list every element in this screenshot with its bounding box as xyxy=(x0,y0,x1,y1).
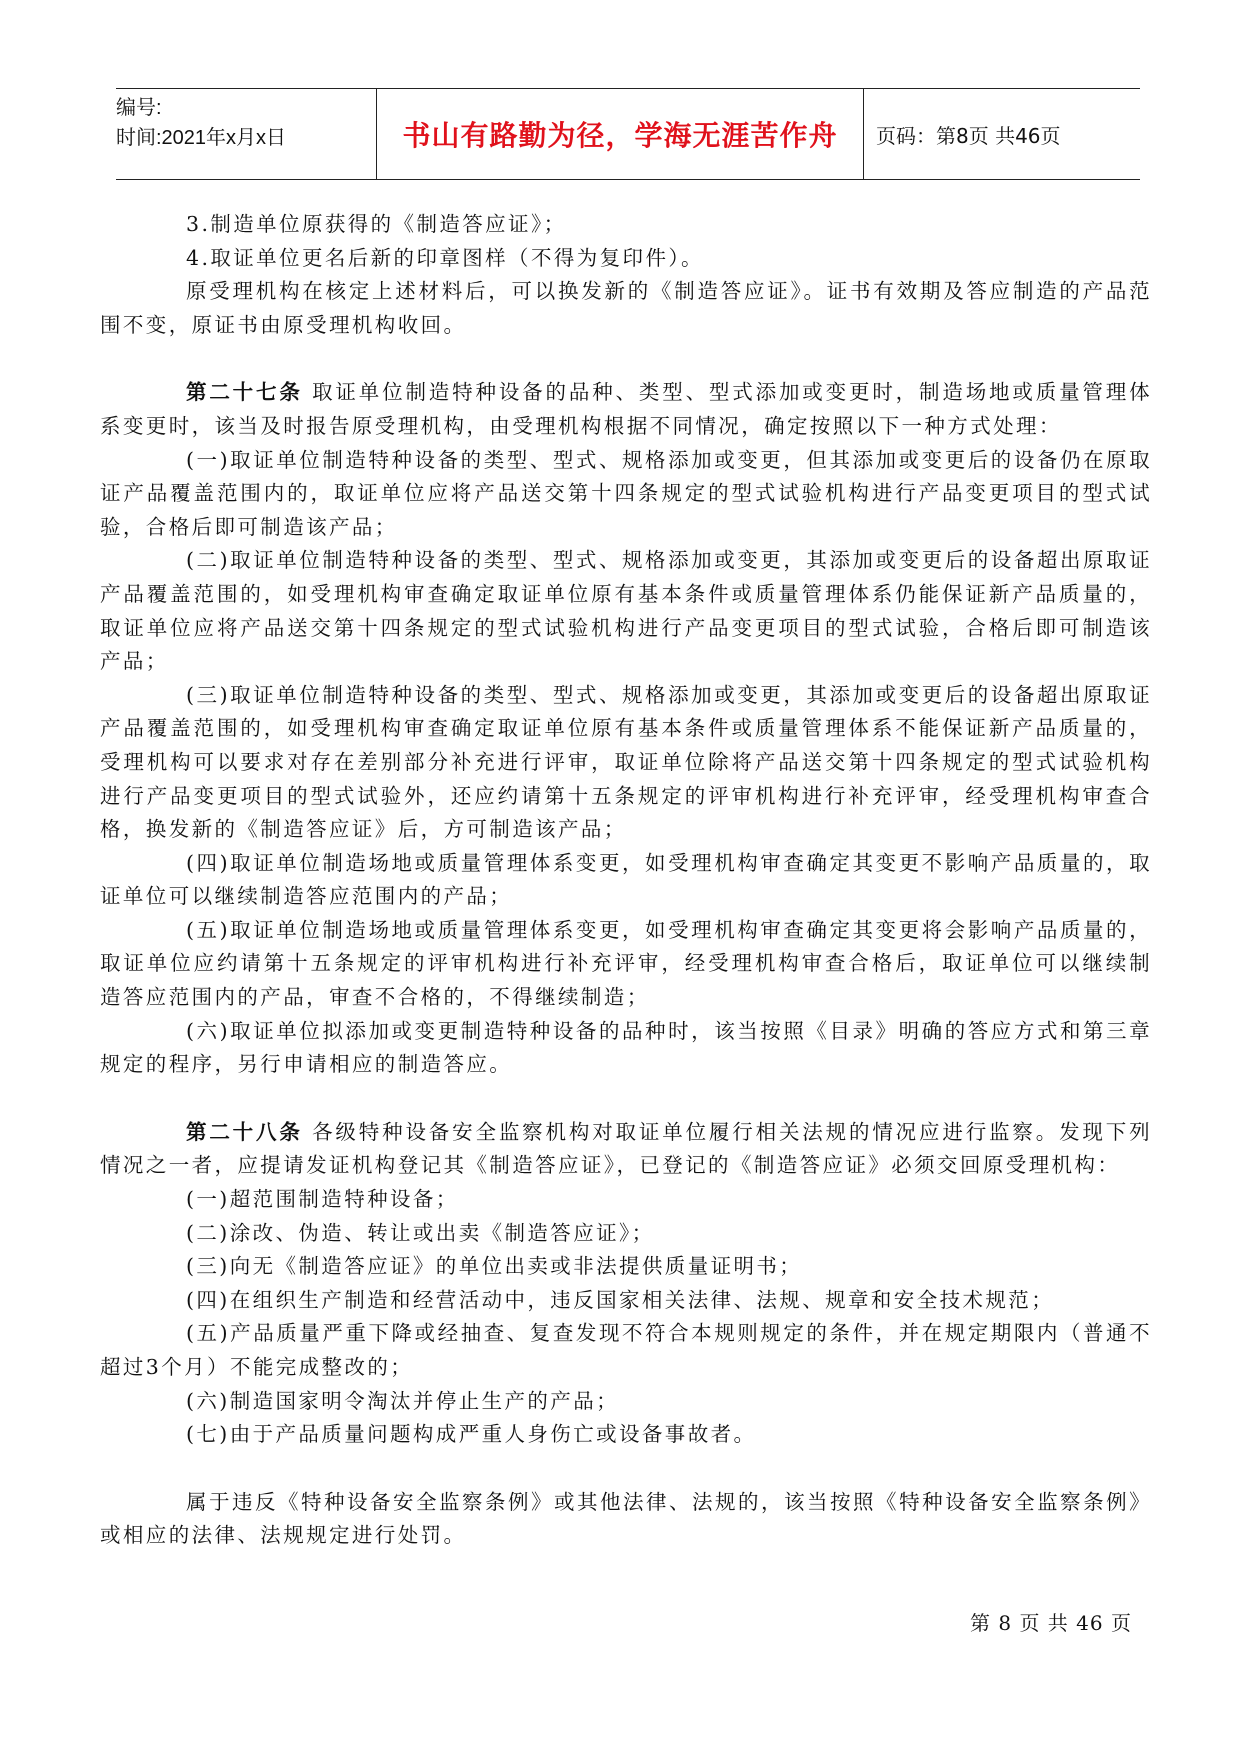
header-motto: 书山有路勤为径，学海无涯苦作舟 xyxy=(376,89,864,179)
paragraph: 4.取证单位更名后新的印章图样（不得为复印件）。 xyxy=(186,245,704,270)
article-28 xyxy=(100,1116,1152,1183)
article-28-item-3: (三)向无《制造答应证》的单位出卖或非法提供质量证明书； xyxy=(186,1254,803,1279)
header-page-number: 页码：第8页 共46页 xyxy=(876,123,1061,148)
article-27-item-1: (一)取证单位制造特种设备的类型、型式、规格添加或变更，但其添加或变更后的设备仍在原取证产品覆盖范围内的，取证单位应将产品送交第十四条规定的型式试验机构进行产品变更项目的型式试验，合格后即可制造该产品； xyxy=(100,447,1152,539)
document-time-label: 时间:2021年x月x日 xyxy=(116,127,287,149)
page-footer: 第 8 页 共 46 页 xyxy=(970,1611,1132,1635)
article-28-item-7: (七)由于产品质量问题构成严重人身伤亡或设备事故者。 xyxy=(186,1422,757,1447)
closing-paragraph: 属于违反《特种设备安全监察条例》或其他法律、法规的，该当按照《特种设备安全监察条例》或相应的法律、法规规定进行处罚。 xyxy=(100,1489,1152,1548)
article-27-item-2: (二)取证单位制造特种设备的类型、型式、规格添加或变更，其添加或变更后的设备超出原取证产品覆盖范围的，如受理机构审查确定取证单位原有基本条件或质量管理体系仍能保证新产品质量的，取证单位应将产品送交第十四条规定的型式试验机构进行产品变更项目的型式试验，合格后即可制造该产品； xyxy=(100,548,1152,674)
article-28-item-4: (四)在组织生产制造和经营活动中，违反国家相关法律、法规、规章和安全技术规范； xyxy=(186,1287,1055,1312)
header-meta xyxy=(116,89,376,179)
article-28-item-2: (二)涂改、伪造、转让或出卖《制造答应证》； xyxy=(186,1220,655,1245)
paragraph: 原受理机构在核定上述材料后，可以换发新的《制造答应证》。证书有效期及答应制造的产品范围不变，原证书由原受理机构收回。 xyxy=(100,279,1152,337)
article-27-item-3: (三)取证单位制造特种设备的类型、型式、规格添加或变更，其添加或变更后的设备超出原取证产品覆盖范围的，如受理机构审查确定取证单位原有基本条件或质量管理体系不能保证新产品质量的，受理机构可以要求对存在差别部分补充进行评审，取证单位除将产品送交第十四条规定的型式试验机构进行产品变更项目的型式试验外，还应约请第十五条规定的评审机构进行补充评审，经受理机构审查合格，换发新的《制造答应证》后，方可制造该产品； xyxy=(100,682,1152,842)
document-number-label: 编号: xyxy=(116,97,162,119)
article-28-title: 第二十八条 xyxy=(186,1119,303,1144)
article-28-item-5: (五)产品质量严重下降或经抽查、复查发现不符合本规则规定的条件，并在规定期限内（普通不超过3个月）不能完成整改的； xyxy=(100,1321,1152,1379)
article-27-item-5: (五)取证单位制造场地或质量管理体系变更，如受理机构审查确定其变更将会影响产品质量的，取证单位应约请第十五条规定的评审机构进行补充评审，经受理机构审查合格后，取证单位可以继续制造答应范围内的产品，审查不合格的，不得继续制造； xyxy=(100,917,1152,1010)
article-28-item-1: (一)超范围制造特种设备； xyxy=(186,1187,459,1212)
article-28-item-6: (六)制造国家明令淘汰并停止生产的产品； xyxy=(186,1388,619,1413)
article-27-item-6: (六)取证单位拟添加或变更制造特种设备的品种时，该当按照《目录》明确的答应方式和第三章规定的程序，另行申请相应的制造答应。 xyxy=(100,1018,1152,1077)
paragraph: 3.制造单位原获得的《制造答应证》； xyxy=(186,212,567,236)
document-body xyxy=(100,208,1152,1553)
article-28-text: 各级特种设备安全监察机构对取证单位履行相关法规的情况应进行监察。发现下列情况之一者，应提请发证机构登记其《制造答应证》，已登记的《制造答应证》必须交回原受理机构： xyxy=(100,1119,1153,1178)
article-27-item-4: (四)取证单位制造场地或质量管理体系变更，如受理机构审查确定其变更不影响产品质量的，取证单位可以继续制造答应范围内的产品； xyxy=(100,850,1152,909)
article-27 xyxy=(100,376,1152,443)
article-27-title: 第二十七条 xyxy=(186,380,303,405)
article-27-text: 取证单位制造特种设备的品种、类型、型式添加或变更时，制造场地或质量管理体系变更时，该当及时报告原受理机构，由受理机构根据不同情况，确定按照以下一种方式处理： xyxy=(100,380,1153,438)
page-header xyxy=(116,88,1140,180)
